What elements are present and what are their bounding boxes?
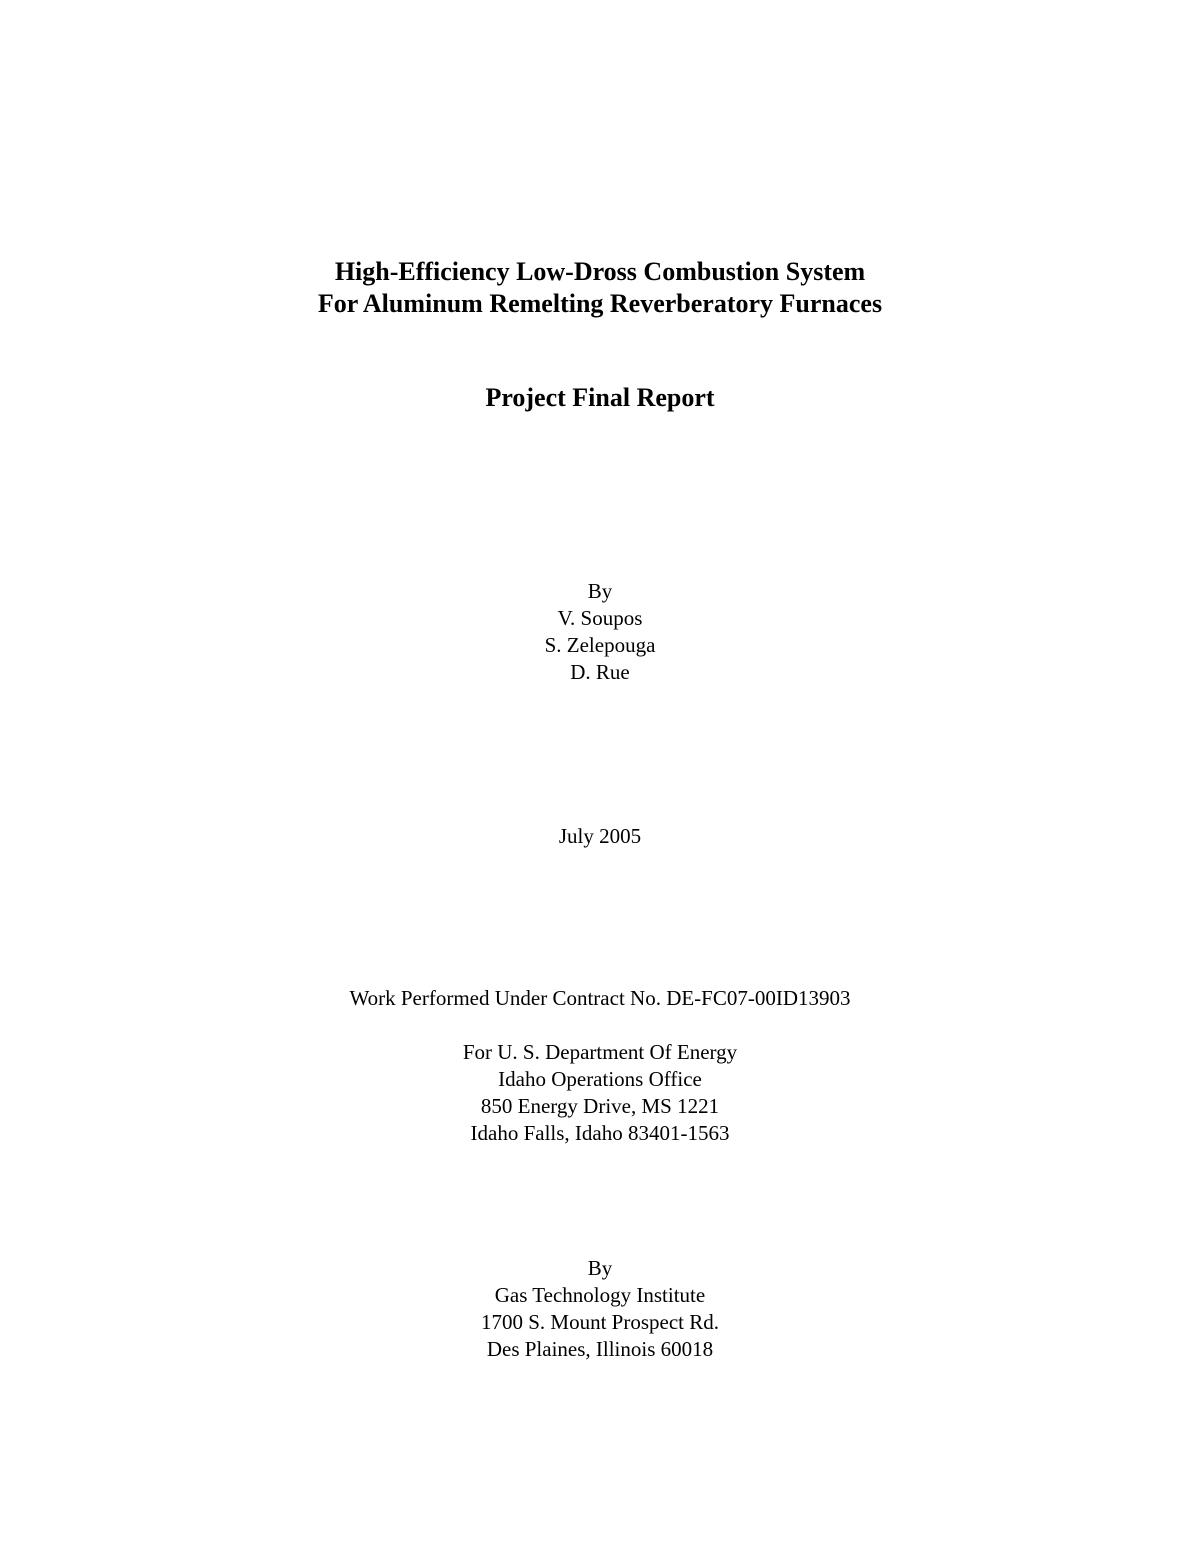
report-date: July 2005 [558, 824, 642, 848]
performer-by-label: By [587, 1256, 613, 1280]
sponsor-line: For U. S. Department Of Energy [462, 1040, 738, 1064]
title-line-2: For Aluminum Remelting Reverberatory Furnaces [317, 289, 883, 318]
author-name: S. Zelepouga [544, 633, 656, 657]
authors-block [0, 578, 1200, 686]
performer-line: 1700 S. Mount Prospect Rd. [480, 1310, 719, 1334]
report-subtitle: Project Final Report [485, 383, 715, 412]
sponsor-line: Idaho Falls, Idaho 83401-1563 [470, 1121, 730, 1145]
authors-by-label: By [587, 579, 613, 603]
sponsor-line: Idaho Operations Office [498, 1067, 702, 1091]
sponsor-address-block [0, 1039, 1200, 1147]
performer-address-block [0, 1255, 1200, 1363]
contract-number: Work Performed Under Contract No. DE-FC07-00ID13903 [349, 986, 851, 1010]
sponsor-line: 850 Energy Drive, MS 1221 [480, 1094, 720, 1118]
author-name: V. Soupos [557, 606, 643, 630]
performer-line: Des Plaines, Illinois 60018 [486, 1337, 714, 1361]
report-title [0, 256, 1200, 320]
performer-line: Gas Technology Institute [494, 1283, 706, 1307]
author-name: D. Rue [570, 660, 630, 684]
title-line-1: High-Efficiency Low-Dross Combustion System [334, 257, 866, 286]
